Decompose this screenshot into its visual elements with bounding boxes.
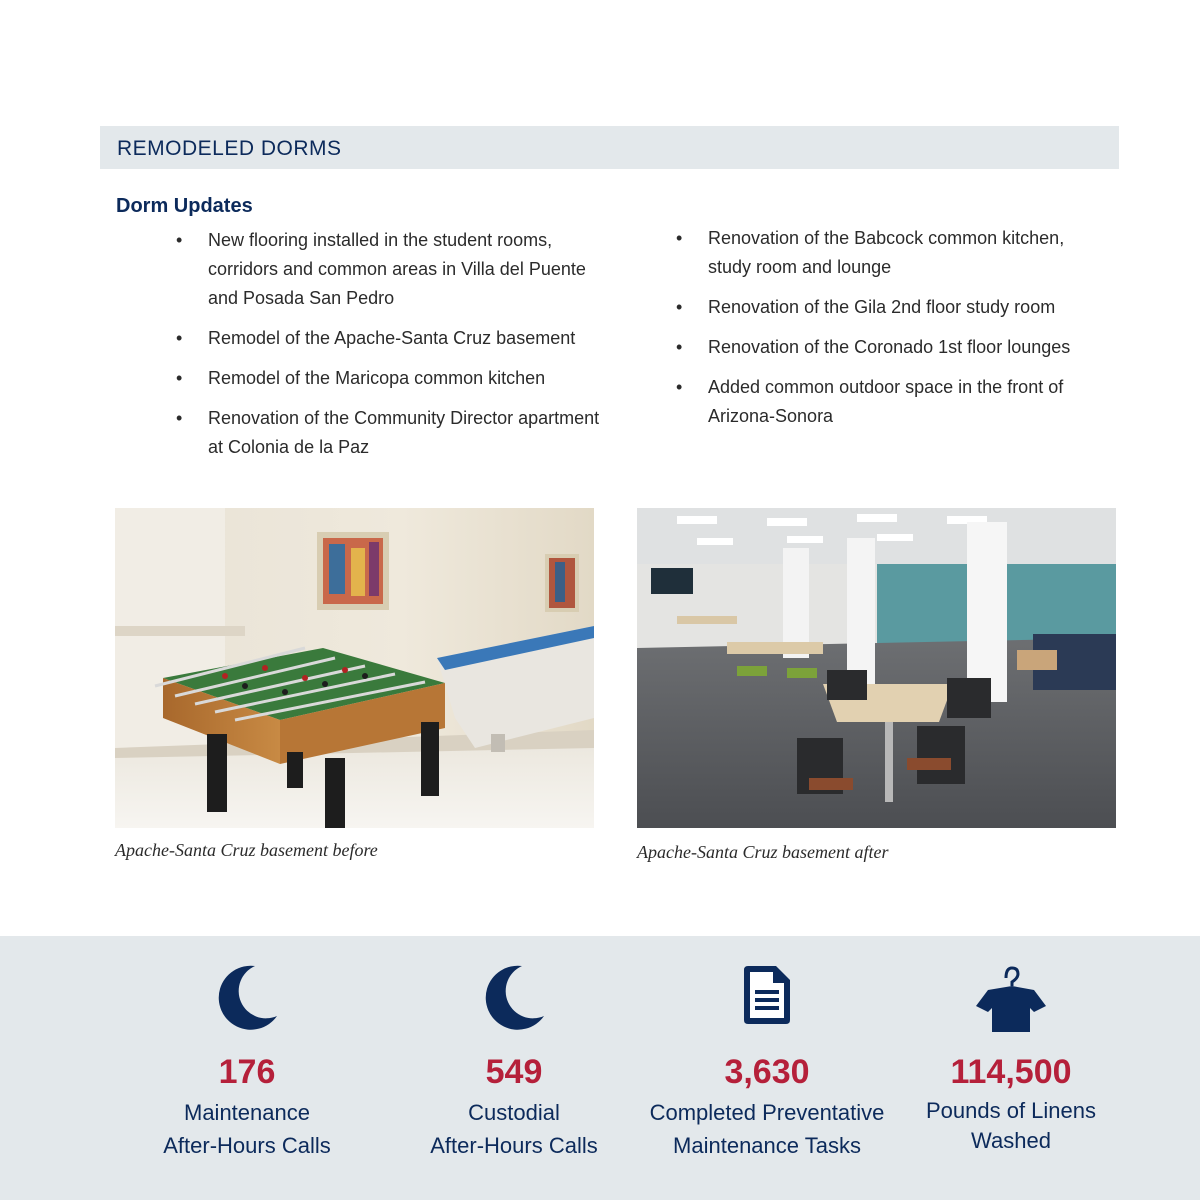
- caption-after: Apache-Santa Cruz basement after: [637, 842, 889, 862]
- list-item: • Remodel of the Apache-Santa Cruz basement: [176, 324, 606, 353]
- section-header-bar: [100, 126, 1119, 169]
- moon-icon: [482, 964, 546, 1035]
- list-item: • Renovation of the Gila 2nd floor study room: [676, 293, 1106, 322]
- list-item: • Renovation of the Babcock common kitchen, study room and lounge: [676, 224, 1106, 282]
- list-item: • Added common outdoor space in the front of Arizona-Sonora: [676, 373, 1106, 431]
- document-icon: [744, 966, 790, 1029]
- photo-basement-before: [115, 508, 594, 828]
- stat-label-line: After-Hours Calls: [163, 1133, 331, 1158]
- stat-value: 3,630: [724, 1053, 810, 1091]
- stat-label: [117, 1096, 377, 1162]
- list-item: • Renovation of the Coronado 1st floor lounges: [676, 333, 1106, 362]
- list-item: • Renovation of the Community Director apartment at Colonia de la Paz: [176, 404, 606, 462]
- photo-basement-after: [637, 508, 1116, 828]
- list-item: • New flooring installed in the student rooms, corridors and common areas in Villa del Puente and Posada San Pedro: [176, 226, 606, 313]
- stat-label-line: Pounds of Linens: [925, 1098, 1097, 1123]
- stat-value: 114,500: [950, 1053, 1072, 1091]
- stats-band: [0, 936, 1200, 1200]
- stat-label: [881, 1096, 1141, 1156]
- stat-value: 549: [485, 1053, 543, 1091]
- stat-label-line: Custodial: [468, 1100, 560, 1125]
- updates-list-right: [676, 224, 1106, 442]
- shirt-on-hanger-icon: [976, 966, 1046, 1037]
- stat-value: 176: [218, 1053, 276, 1091]
- stat-label-line: Completed Preventative: [649, 1100, 885, 1125]
- stat-label: [384, 1096, 644, 1162]
- stat-label-line: Maintenance Tasks: [673, 1133, 861, 1158]
- list-item: • Remodel of the Maricopa common kitchen: [176, 364, 606, 393]
- stat-label-line: Maintenance: [184, 1100, 310, 1125]
- stat-label-line: After-Hours Calls: [430, 1133, 598, 1158]
- moon-icon: [215, 964, 279, 1035]
- dorm-updates-heading: Dorm Updates: [116, 195, 253, 217]
- updates-list-left: [176, 226, 606, 473]
- section-title: REMODELED DORMS: [117, 137, 342, 160]
- stat-label: [637, 1096, 897, 1162]
- caption-before: Apache-Santa Cruz basement before: [115, 840, 378, 860]
- stat-label-line: Washed: [971, 1128, 1051, 1153]
